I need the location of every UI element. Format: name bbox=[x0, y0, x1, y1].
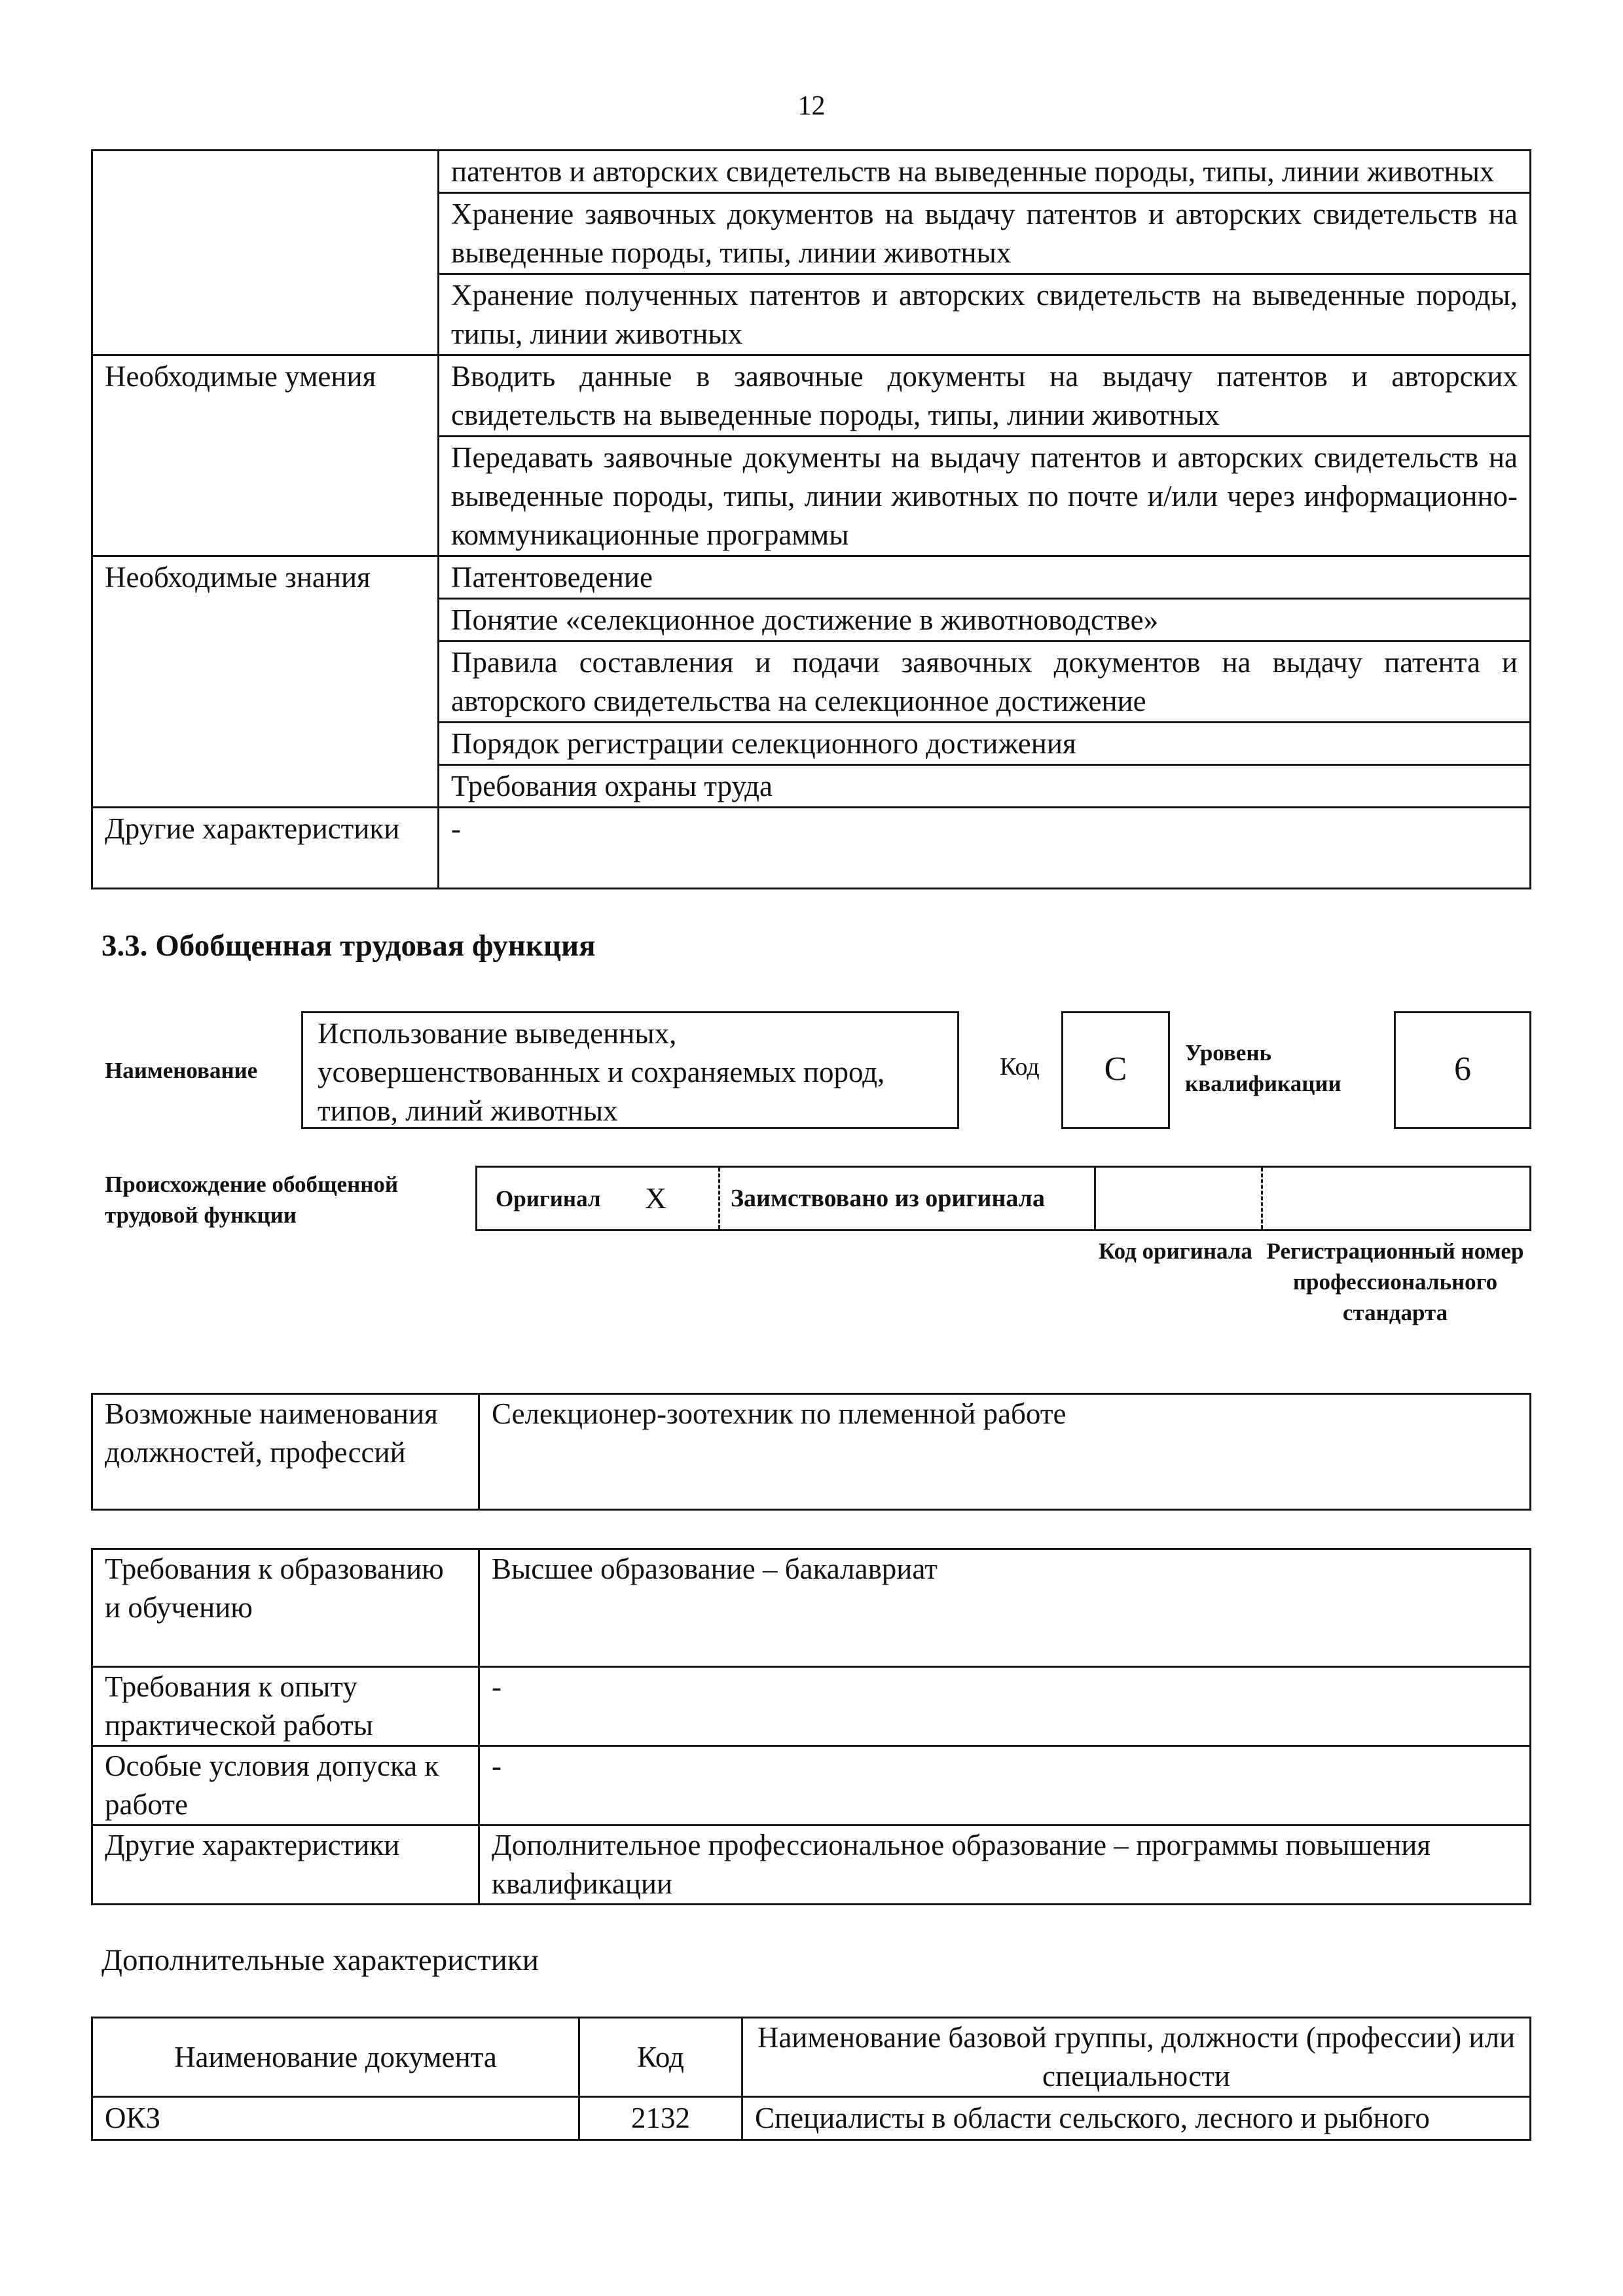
table-cell: Требования охраны труда bbox=[439, 765, 1531, 808]
table-row bbox=[92, 1667, 1531, 1746]
table-cell: Дополнительное профессиональное образование – программы повышения квалификации bbox=[479, 1825, 1531, 1905]
row-label: Другие характеристики bbox=[92, 1825, 479, 1905]
table-cell: - bbox=[439, 808, 1531, 889]
name-value-box: Использование выведенных, усовершенствованных и сохраняемых пород, типов, линий животных bbox=[301, 1011, 959, 1129]
row-label: Возможные наименования должностей, профессий bbox=[92, 1394, 479, 1510]
table-row bbox=[92, 151, 1531, 193]
row-label-other: Другие характеристики bbox=[92, 808, 439, 889]
table-cell: Хранение полученных патентов и авторских свидетельств на выведенные породы, типы, линии животных bbox=[439, 274, 1531, 355]
table-cell: Правила составления и подачи заявочных документов на выдачу патента и авторского свидетельства на селекционное достижение bbox=[439, 641, 1531, 723]
original-cell bbox=[477, 1168, 718, 1229]
qualification-level-label: Уровень квалификации bbox=[1185, 1040, 1341, 1096]
additional-table bbox=[91, 2017, 1531, 2141]
table-row bbox=[92, 556, 1531, 599]
name-label: Наименование bbox=[105, 1058, 258, 1083]
table-cell: - bbox=[479, 1667, 1531, 1746]
table-row bbox=[92, 1746, 1531, 1825]
row-label: Особые условия допуска к работе bbox=[92, 1746, 479, 1825]
table-row bbox=[92, 1394, 1531, 1510]
code-original-cell bbox=[1094, 1168, 1263, 1229]
table-cell: - bbox=[479, 1746, 1531, 1825]
table-header-row bbox=[92, 2018, 1531, 2097]
requirements-table bbox=[91, 1548, 1531, 1905]
table-cell: Селекционер-зоотехник по племенной работе bbox=[479, 1394, 1531, 1510]
original-label: Оригинал bbox=[496, 1186, 601, 1211]
column-header: Наименование базовой группы, должности (профессии) или специальности bbox=[742, 2018, 1531, 2097]
table-row bbox=[92, 1825, 1531, 1905]
table-row bbox=[92, 355, 1531, 437]
table-cell: патентов и авторских свидетельств на выведенные породы, типы, линии животных bbox=[439, 151, 1531, 193]
row-label: Требования к образованию и обучению bbox=[92, 1549, 479, 1667]
table-row bbox=[92, 2097, 1531, 2140]
page-number: 12 bbox=[797, 91, 826, 121]
origin-label: Происхождение обобщенной трудовой функции bbox=[105, 1172, 399, 1228]
positions-table bbox=[91, 1393, 1531, 1511]
code-label: Код bbox=[1000, 1053, 1040, 1081]
section-heading: 3.3. Обобщенная трудовая функция bbox=[101, 929, 596, 963]
row-label bbox=[92, 151, 439, 355]
table-row bbox=[92, 1549, 1531, 1667]
row-label-skills: Необходимые умения bbox=[92, 355, 439, 556]
row-label: Требования к опыту практической работы bbox=[92, 1667, 479, 1746]
table-cell: Высшее образование – бакалавриат bbox=[479, 1549, 1531, 1667]
borrowed-cell: Заимствовано из оригинала bbox=[718, 1168, 916, 1229]
table-cell: Порядок регистрации селекционного достижения bbox=[439, 723, 1531, 765]
additional-heading: Дополнительные характеристики bbox=[101, 1943, 539, 1977]
reg-number-cell bbox=[1261, 1168, 1531, 1229]
code-value-box: C bbox=[1061, 1011, 1170, 1129]
reg-number-caption: Регистрационный номер профессионального стандарта bbox=[1266, 1238, 1524, 1325]
table-cell: Патентоведение bbox=[439, 556, 1531, 599]
column-header: Код bbox=[579, 2018, 742, 2097]
origin-row bbox=[475, 1166, 1531, 1231]
original-mark: X bbox=[645, 1181, 667, 1215]
table-cell: 2132 bbox=[579, 2097, 742, 2140]
table-cell: ОКЗ bbox=[92, 2097, 579, 2140]
table-cell: Передавать заявочные документы на выдачу патентов и авторских свидетельств на выведенные породы, типы, линии животных по почте и/или через информационно-коммуникационные программы bbox=[439, 437, 1531, 556]
qualification-level-box: 6 bbox=[1394, 1011, 1531, 1129]
column-header: Наименование документа bbox=[92, 2018, 579, 2097]
labor-actions-table bbox=[91, 149, 1531, 889]
code-original-caption: Код оригинала bbox=[1099, 1238, 1252, 1264]
table-cell: Специалисты в области сельского, лесного и рыбного bbox=[742, 2097, 1531, 2140]
table-cell: Понятие «селекционное достижение в животноводстве» bbox=[439, 599, 1531, 641]
table-row bbox=[92, 808, 1531, 889]
table-cell: Хранение заявочных документов на выдачу патентов и авторских свидетельств на выведенные породы, типы, линии животных bbox=[439, 193, 1531, 274]
row-label-knowledge: Необходимые знания bbox=[92, 556, 439, 808]
table-cell: Вводить данные в заявочные документы на выдачу патентов и авторских свидетельств на выведенные породы, типы, линии животных bbox=[439, 355, 1531, 437]
